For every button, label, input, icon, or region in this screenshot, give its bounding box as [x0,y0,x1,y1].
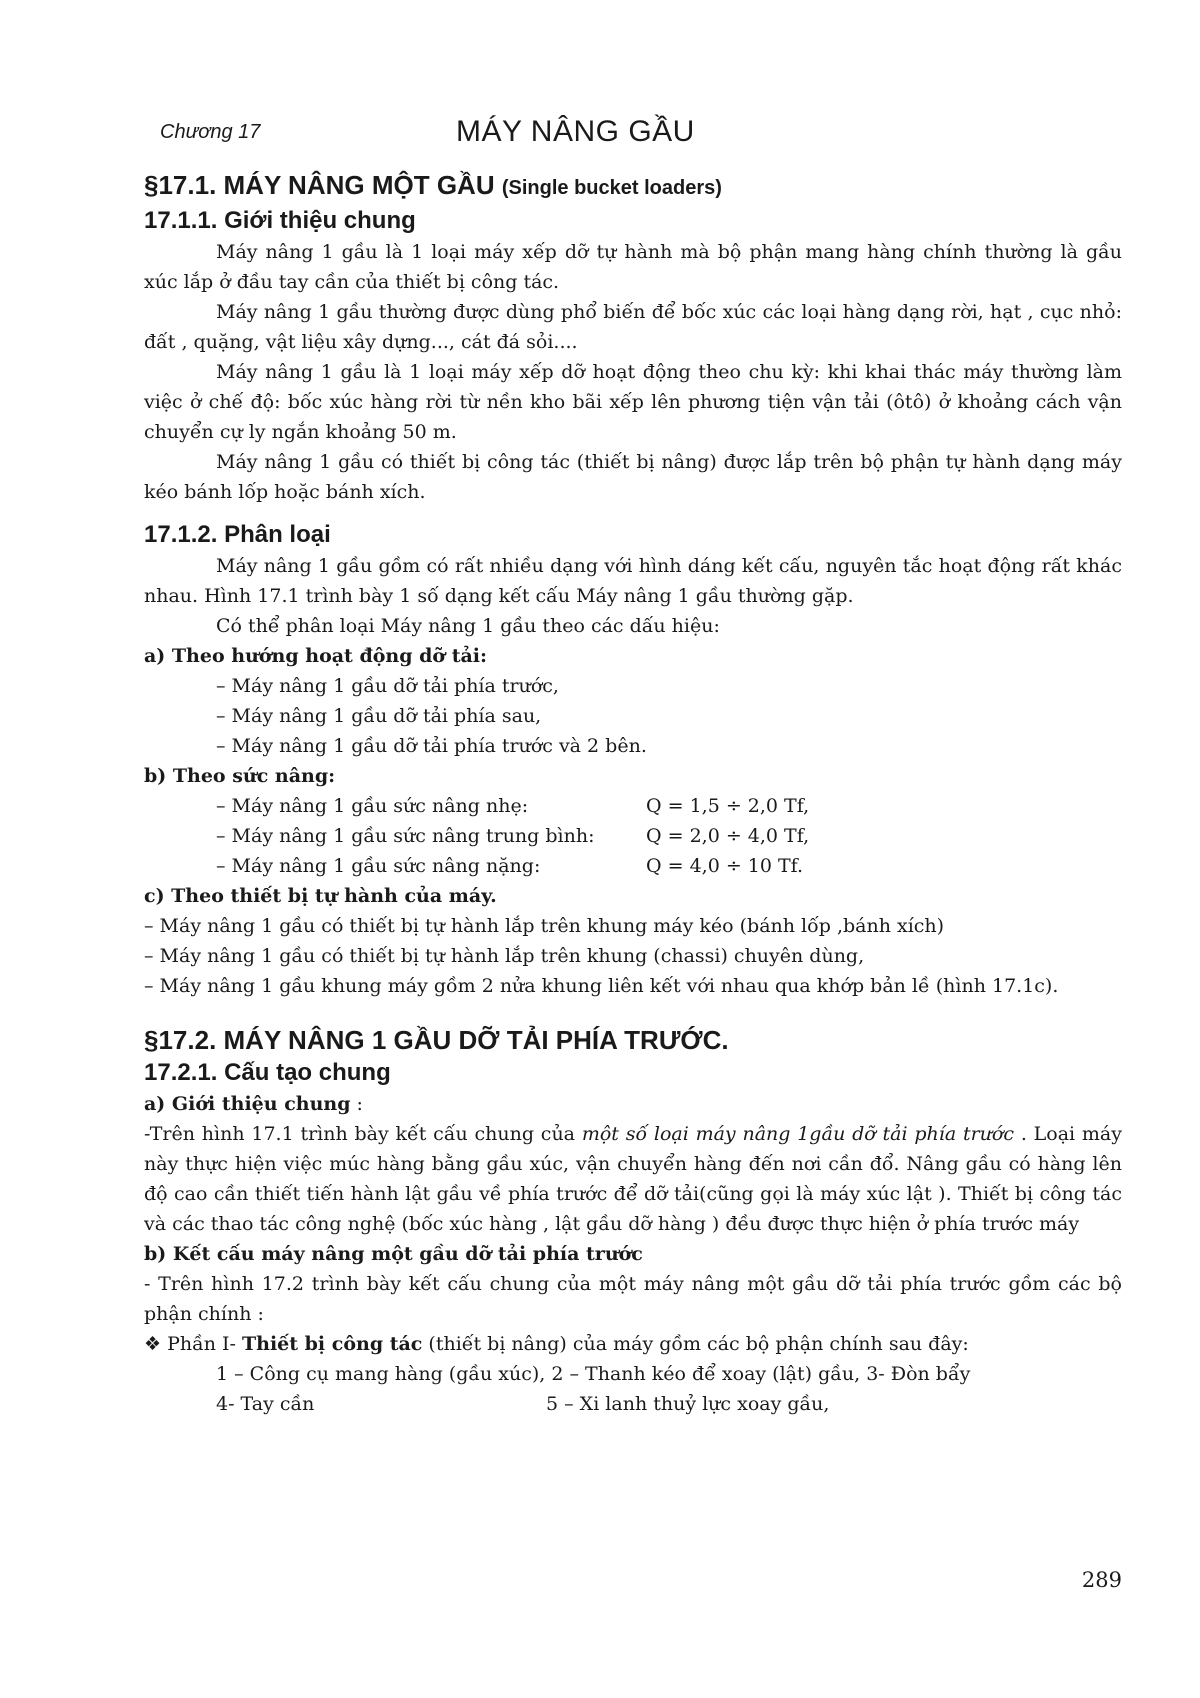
section-heading [144,1023,1122,1057]
classification-label: c) Theo thiết bị tự hành của máy. [144,885,497,907]
bullet-text: (thiết bị nâng) của máy gồm các bộ phận chính sau đây: [422,1333,969,1355]
capacity-name: – Máy nâng 1 gầu sức nâng nặng: [216,855,541,877]
section-17-1 [144,168,1122,1419]
section-heading [144,168,1122,205]
bullet-bold: Thiết bị công tác [242,1333,423,1355]
capacity-row [144,791,1122,821]
bullet-item [144,1329,1122,1359]
list-item: – Máy nâng 1 gầu dỡ tải phía sau, [216,705,542,727]
list-item: – Máy nâng 1 gầu dỡ tải phía trước, [216,675,559,697]
subsection-heading: 17.1.1. Giới thiệu chung [144,207,416,234]
chapter-header [144,115,1122,155]
paragraph: Có thể phân loại Máy nâng 1 gầu theo các dấu hiệu: [216,615,720,637]
part-item: 5 – Xi lanh thuỷ lực xoay gầu, [546,1393,830,1415]
list-item: – Máy nâng 1 gầu có thiết bị tự hành lắp trên khung máy kéo (bánh lốp ,bánh xích) [144,915,945,937]
chapter-label: Chương 17 [160,121,261,143]
part-item: 4- Tay cần [216,1393,315,1415]
list-item: – Máy nâng 1 gầu có thiết bị tự hành lắp trên khung (chassi) chuyên dùng, [144,945,865,967]
classification-label: b) Theo sức nâng: [144,765,336,787]
paragraph-italic: một số loại máy nâng 1gầu dỡ tải phía trước [581,1123,1015,1145]
section-number: §17.2 [144,1025,210,1055]
paragraph: Máy nâng 1 gầu gồm có rất nhiều dạng với hình dáng kết cấu, nguyên tắc hoạt động rất khác nhau. Hình 17.1 trình bày 1 số dạng kết cấu Máy nâng 1 gầu thường gặp. [144,555,1122,607]
capacity-value: Q = 4,0 ÷ 10 Tf. [646,855,804,877]
subsection-heading: 17.2.1. Cấu tạo chung [144,1059,391,1086]
paragraph: Máy nâng 1 gầu thường được dùng phổ biến để bốc xúc các loại hàng dạng rời, hạt , cục nhỏ: đất , quặng, vật liệu xây dựng..., cát đá sỏi.... [144,301,1122,353]
paragraph: - Trên hình 17.2 trình bày kết cấu chung của một máy nâng một gầu dỡ tải phía trước gồm các bộ phận chính : [144,1273,1122,1325]
capacity-value: Q = 2,0 ÷ 4,0 Tf, [646,825,810,847]
chapter-title: MÁY NÂNG GẦU [456,115,695,148]
paragraph-start: -Trên hình 17.1 trình bày kết cấu chung của [144,1123,582,1145]
diamond-bullet-icon: ❖ [144,1333,162,1355]
page-number: 289 [1081,1568,1122,1592]
section-number: §17.1 [144,170,210,200]
section-title-english: (Single bucket loaders) [501,177,722,199]
paragraph: Máy nâng 1 gầu có thiết bị công tác (thiết bị nâng) được lắp trên bộ phận tự hành dạng máy kéo bánh lốp hoặc bánh xích. [144,451,1122,503]
subsection-heading: 17.1.2. Phân loại [144,521,331,548]
sub-label-text: a) Giới thiệu chung [144,1093,351,1115]
section-title: . MÁY NÂNG MỘT GẦU [209,170,495,200]
paragraph [144,1119,1122,1239]
sub-label: b) Kết cấu máy nâng một gầu dỡ tải phía trước [144,1243,643,1265]
capacity-value: Q = 1,5 ÷ 2,0 Tf, [646,795,810,817]
list-item: – Máy nâng 1 gầu khung máy gồm 2 nửa khung liên kết với nhau qua khớp bản lề (hình 17.1c). [144,975,1059,997]
paragraph: Máy nâng 1 gầu là 1 loại máy xếp dỡ hoạt động theo chu kỳ: khi khai thác máy thường làm việc ở chế độ: bốc xúc hàng rời từ nền kho bãi xếp lên phương tiện vận tải (ôtô) ở khoảng cách vận chuyển cự ly ngắn khoảng 50 m. [144,361,1122,443]
capacity-row [144,821,1122,851]
parts-line: 1 – Công cụ mang hàng (gầu xúc), 2 – Thanh kéo để xoay (lật) gầu, 3- Đòn bẩy [216,1363,971,1385]
parts-line [144,1389,1122,1419]
capacity-row [144,851,1122,881]
paragraph-end: . Loại máy này thực hiện việc múc hàng bằng gầu xúc, vận chuyển hàng đến nơi cần đổ. Nâng gầu có hàng lên độ cao cần thiết tiến hành lật gầu về phía trước để dỡ tải(cũng gọi là máy xúc lật ). Thiết bị công tác và các thao tác công nghệ (bốc xúc hàng , lật gầu dỡ hàng ) đều được thực hiện ở phía trước máy [144,1123,1122,1235]
sub-label-colon: : [350,1093,363,1115]
list-item: – Máy nâng 1 gầu dỡ tải phía trước và 2 bên. [216,735,647,757]
capacity-name: – Máy nâng 1 gầu sức nâng trung bình: [216,825,595,847]
capacity-name: – Máy nâng 1 gầu sức nâng nhẹ: [216,795,529,817]
sub-label [144,1089,1122,1119]
paragraph: Máy nâng 1 gầu là 1 loại máy xếp dỡ tự hành mà bộ phận mang hàng chính thường là gầu xúc lắp ở đầu tay cần của thiết bị công tác. [144,241,1122,293]
classification-label: a) Theo hướng hoạt động dỡ tải: [144,645,488,667]
section-title: . MÁY NÂNG 1 GẦU DỠ TẢI PHÍA TRƯỚC. [209,1025,729,1055]
bullet-prefix: Phần I- [161,1333,242,1355]
